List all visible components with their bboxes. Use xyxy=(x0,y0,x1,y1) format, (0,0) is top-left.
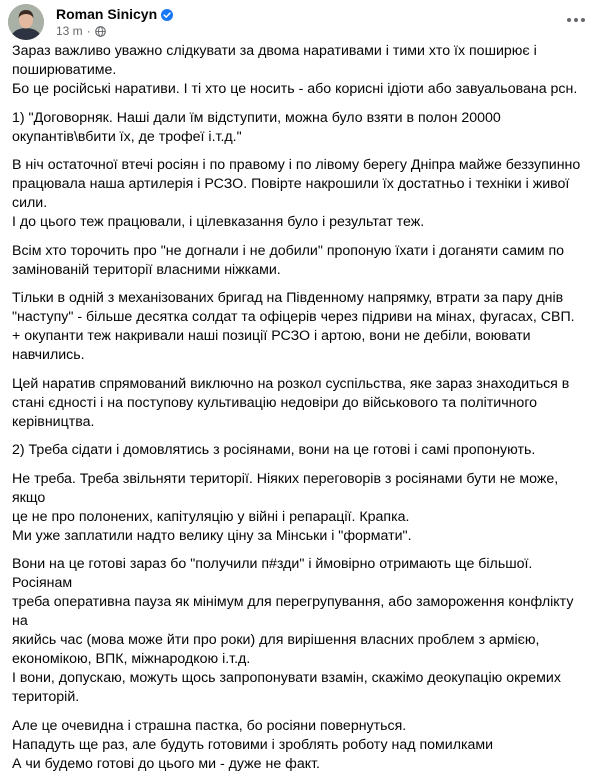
post-timestamp[interactable]: 13 m xyxy=(56,24,83,38)
post-meta xyxy=(56,24,106,38)
post-paragraph: Цей наратив спрямований виключно на розкол суспільства, яке зараз знаходиться в стані єдності і на поступову культивацію недовіри до військового та політичного керівництва. xyxy=(12,375,570,430)
more-dot xyxy=(581,18,585,22)
more-dot xyxy=(567,18,571,22)
verified-badge-icon xyxy=(161,8,173,20)
post-paragraph: Не треба. Треба звільняти території. Ніяких переговорів з росіянами бути не може, якщо це не про полонених, капітуляцію у війні і репарації. Крапка. Ми уже заплатили надто велику ціну за Мінськи і "формати". xyxy=(12,470,559,544)
post-paragraph: Тільки в одній з механізованих бригад на Південному напрямку, втрати за пару днів "наступу" - більше десятка солдат та офіцерів через підриви на мінах, фугасах, СВП. + окупанти теж накривали наші позиції РСЗО і артою, вони не дебіли, воювати навчились. xyxy=(12,290,575,363)
post-paragraph: Зараз важливо уважно слідкувати за двома наративами і тими хто їх поширює і поширюватиме. Бо це російські наративи. І ті хто це носить - або корисні ідіоти або завуальована рсн. xyxy=(12,43,578,97)
globe-icon[interactable] xyxy=(95,26,106,37)
post-paragraph: Але це очевидна і страшна пастка, бо росіяни повернуться. Нападуть ще раз, але будуть готовими і зроблять роботу над помилками А чи будемо готові до цього ми - дуже не факт. xyxy=(12,717,494,772)
more-options-button[interactable] xyxy=(562,6,590,34)
author-name[interactable]: Roman Sinicyn xyxy=(56,6,158,22)
author-row xyxy=(56,6,173,22)
author-avatar[interactable] xyxy=(8,4,44,40)
post-paragraph: 1) "Договорняк. Наші дали їм відступити, можна було взяти в полон 20000 окупантів\вбити їх, де трофеї і.т.д." xyxy=(12,109,501,145)
meta-separator: · xyxy=(86,24,91,38)
post-body xyxy=(12,42,592,783)
post-paragraph: Всім хто торочить про "не догнали і не добили" пропоную їхати і доганяти самим по замінованій території власними ніжками. xyxy=(12,242,565,278)
post-paragraph: Вони на це готові зараз бо "получили п#зди" і ймовірно отримають ще більшої. Росіянам треба оперативна пауза як мінімум для перегрупування, або замороження конфлікту на якийсь час (мова може йти про роки) для вирішення власних проблем з армією, економікою, ВПК, міжнародкою і.т.д. І вони, допускаю, можуть щось запропонувати взамін, скажімо деокупацію окремих територій. xyxy=(12,556,574,705)
more-dot xyxy=(574,18,578,22)
post-paragraph: В ніч остаточної втечі росіян і по правому і по лівому берегу Дніпра майже беззупинно працювала наша артилерія і РСЗО. Повірте накрошили їх достатньо і техніки і живої сили. І до цього теж працювали, і цілевказання було і результат теж. xyxy=(12,157,581,230)
post-paragraph: 2) Треба сідати і домовлятись з росіянами, вони на це готові і самі пропонують. xyxy=(12,442,536,458)
post-header xyxy=(8,4,592,40)
